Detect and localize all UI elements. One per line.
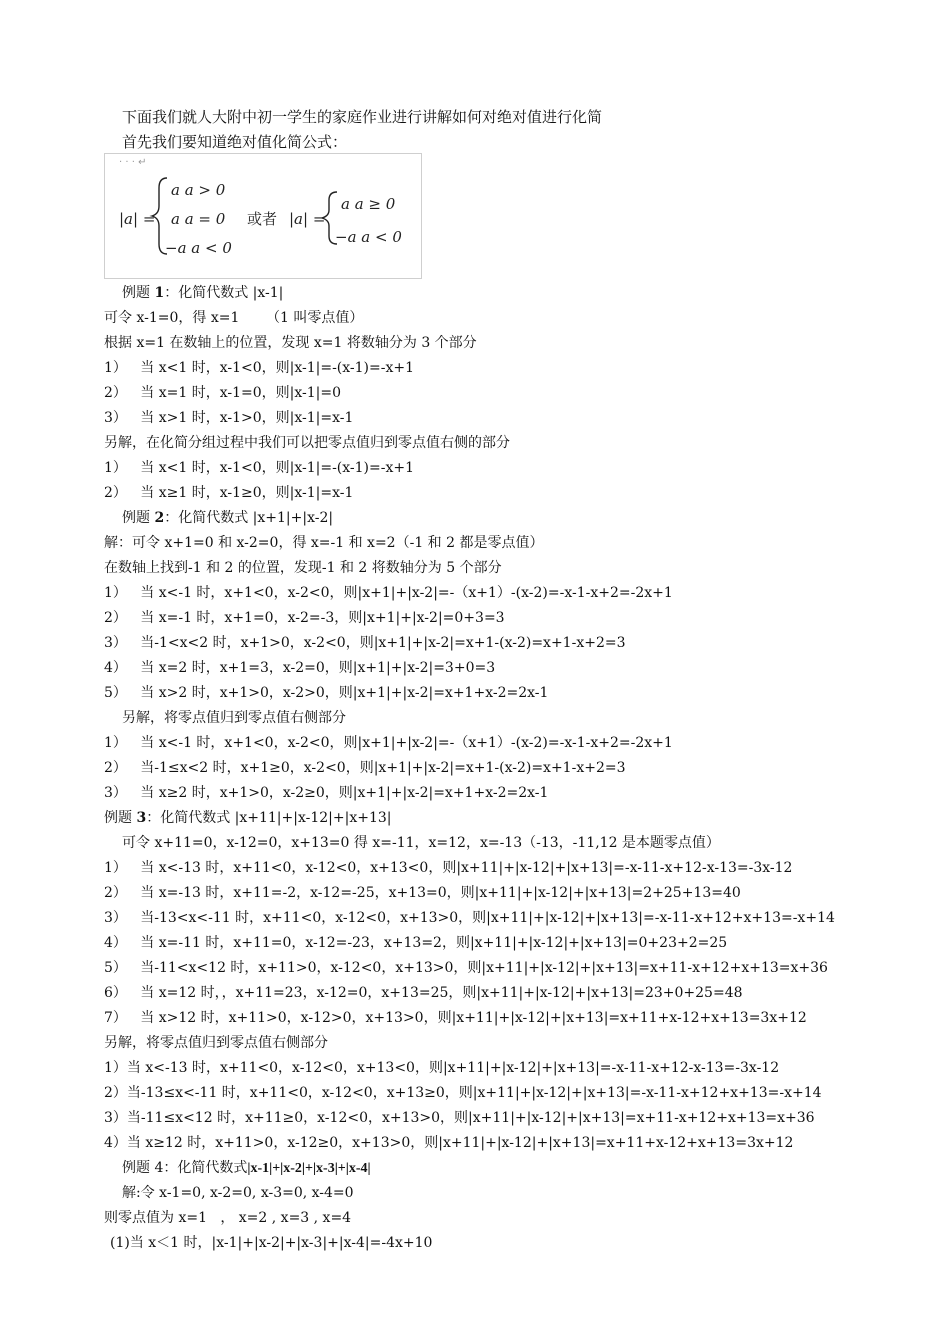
example4-line: 则零点值为 x=1 ， x=2 , x=3 , x=4	[104, 1210, 352, 1226]
example2-line: 解：可令 x+1=0 和 x-2=0，得 x=-1 和 x=2（-1 和 2 都是零点值）	[104, 535, 544, 551]
example1-line: 另解，在化简分组过程中我们可以把零点值归到零点值右侧的部分	[104, 435, 510, 451]
example2-title-pre: 例题	[122, 510, 155, 526]
example3-title-post: ：化简代数式 |x+11|+|x-12|+|x+13|	[146, 810, 392, 826]
example2-line: 5） 当 x>2 时，x+1>0，x-2>0，则|x+1|+|x-2|=x+1+x-2=2x-1	[104, 685, 549, 701]
example4-line: (1)当 x＜1 时，|x-1|+|x-2|+|x-3|+|x-4|=-4x+10	[110, 1235, 433, 1251]
example4-title	[122, 1158, 371, 1179]
example2-title	[122, 508, 333, 528]
intro-line-2: 首先我们要知道绝对值化简公式：	[122, 133, 348, 151]
example3-line: 6） 当 x=12 时，，x+11=23，x-12=0，x+13=25，则|x+11|+|x-12|+|x+13|=23+0+25=48	[104, 985, 743, 1001]
example3-line: 1）当 x<-13 时，x+11<0，x-12<0，x+13<0，则|x+11|+|x-12|+|x+13|=-x-11-x+12-x-13=-3x-12	[104, 1060, 780, 1076]
example3-title-pre: 例题	[104, 810, 137, 826]
example2-line: 3） 当 x≥2 时，x+1>0，x-2≥0，则|x+1|+|x-2|=x+1+x-2=2x-1	[104, 785, 549, 801]
absolute-value-formula-image	[104, 153, 422, 279]
example1-line: 1） 当 x<1 时，x-1<0，则|x-1|=-(x-1)=-x+1	[104, 360, 415, 376]
example4-line: 解:令 x-1=0, x-2=0, x-3=0, x-4=0	[122, 1185, 354, 1201]
example2-line: 在数轴上找到-1 和 2 的位置，发现-1 和 2 将数轴分为 5 个部分	[104, 560, 502, 576]
example2-line: 另解，将零点值归到零点值右侧部分	[122, 710, 346, 726]
intro-line-1: 下面我们就人大附中初一学生的家庭作业进行讲解如何对绝对值进行化简	[122, 108, 603, 126]
example1-title	[122, 283, 283, 303]
formula-marks: · · · ↵	[119, 157, 147, 168]
example3-line: 2）当-13≤x<-11 时，x+11<0，x-12<0，x+13≥0，则|x+11|+|x-12|+|x+13|=-x-11-x+12+x+13=-x+14	[104, 1085, 822, 1101]
example3-title-num: 3	[136, 810, 147, 826]
example3-line: 另解，将零点值归到零点值右侧部分	[104, 1035, 328, 1051]
formula-abs-a-1: |a| =	[119, 210, 156, 228]
example2-line: 2） 当 x=-1 时，x+1=0，x-2=-3，则|x+1|+|x-2|=0+3=3	[104, 610, 505, 626]
formula-abs-a-2: |a| =	[289, 210, 326, 228]
example1-line: 2） 当 x≥1 时，x-1≥0，则|x-1|=x-1	[104, 485, 354, 501]
formula-case1-row3: −a a < 0	[165, 239, 232, 257]
example3-line: 2） 当 x=-13 时，x+11=-2，x-12=-25，x+13=0，则|x+11|+|x-12|+|x+13|=2+25+13=40	[104, 885, 741, 901]
example3-title	[104, 808, 392, 828]
example1-title-pre: 例题	[122, 285, 155, 301]
example3-line: 1） 当 x<-13 时，x+11<0，x-12<0，x+13<0，则|x+11|+|x-12|+|x+13|=-x-11-x+12-x-13=-3x-12	[104, 860, 793, 876]
example3-line: 3） 当-13<x<-11 时，x+11<0，x-12<0，x+13>0，则|x+11|+|x-12|+|x+13|=-x-11-x+12+x+13=-x+14	[104, 910, 835, 926]
example4-title-expr: |x-1|+|x-2|+|x-3|+|x-4|	[247, 1161, 371, 1176]
example1-line: 根据 x=1 在数轴上的位置，发现 x=1 将数轴分为 3 个部分	[104, 335, 477, 351]
example1-line: 1） 当 x<1 时，x-1<0，则|x-1|=-(x-1)=-x+1	[104, 460, 415, 476]
example1-line: 可令 x-1=0，得 x=1 （1 叫零点值）	[104, 310, 364, 326]
example2-title-post: ：化简代数式 |x+1|+|x-2|	[164, 510, 334, 526]
example3-line: 5） 当-11<x<12 时，x+11>0，x-12<0，x+13>0，则|x+11|+|x-12|+|x+13|=x+11-x+12+x+13=x+36	[104, 960, 828, 976]
example3-line: 7） 当 x>12 时，x+11>0，x-12>0，x+13>0，则|x+11|+|x-12|+|x+13|=x+11+x-12+x+13=3x+12	[104, 1010, 807, 1026]
example4-title-pre: 例题 4：化简代数式	[122, 1160, 248, 1176]
example1-line: 2） 当 x=1 时，x-1=0，则|x-1|=0	[104, 385, 341, 401]
example2-title-num: 2	[154, 510, 165, 526]
formula-case2-row2: −a a < 0	[335, 228, 402, 246]
example3-line: 3）当-11≤x<12 时，x+11≥0，x-12<0，x+13>0，则|x+11|+|x-12|+|x+13|=x+11-x+12+x+13=x+36	[104, 1110, 815, 1126]
example2-line: 4） 当 x=2 时，x+1=3，x-2=0，则|x+1|+|x-2|=3+0=3	[104, 660, 496, 676]
example3-line: 可令 x+11=0，x-12=0，x+13=0 得 x=-11，x=12，x=-13（-13，-11,12 是本题零点值）	[122, 835, 720, 851]
example1-title-num: 1	[154, 285, 165, 301]
example2-line: 1） 当 x<-1 时，x+1<0，x-2<0，则|x+1|+|x-2|=-（x+1）-(x-2)=-x-1-x+2=-2x+1	[104, 585, 673, 601]
example2-line: 3） 当-1<x<2 时，x+1>0，x-2<0，则|x+1|+|x-2|=x+1-(x-2)=x+1-x+2=3	[104, 635, 626, 651]
example1-title-post: ：化简代数式 |x-1|	[164, 285, 284, 301]
formula-svg	[105, 154, 421, 278]
example3-line: 4）当 x≥12 时，x+11>0，x-12≥0，x+13>0，则|x+11|+|x-12|+|x+13|=x+11+x-12+x+13=3x+12	[104, 1135, 794, 1151]
formula-or-text: 或者	[247, 210, 278, 228]
example1-line: 3） 当 x>1 时，x-1>0，则|x-1|=x-1	[104, 410, 354, 426]
formula-case1-row1: a a > 0	[171, 181, 226, 199]
formula-case1-row2: a a = 0	[171, 210, 226, 228]
formula-case2-row1: a a ≥ 0	[341, 195, 396, 213]
example3-line: 4） 当 x=-11 时，x+11=0，x-12=-23，x+13=2，则|x+11|+|x-12|+|x+13|=0+23+2=25	[104, 935, 728, 951]
example2-line: 2） 当-1≤x<2 时，x+1≥0，x-2<0，则|x+1|+|x-2|=x+1-(x-2)=x+1-x+2=3	[104, 760, 626, 776]
example2-line: 1） 当 x<-1 时，x+1<0，x-2<0，则|x+1|+|x-2|=-（x+1）-(x-2)=-x-1-x+2=-2x+1	[104, 735, 673, 751]
